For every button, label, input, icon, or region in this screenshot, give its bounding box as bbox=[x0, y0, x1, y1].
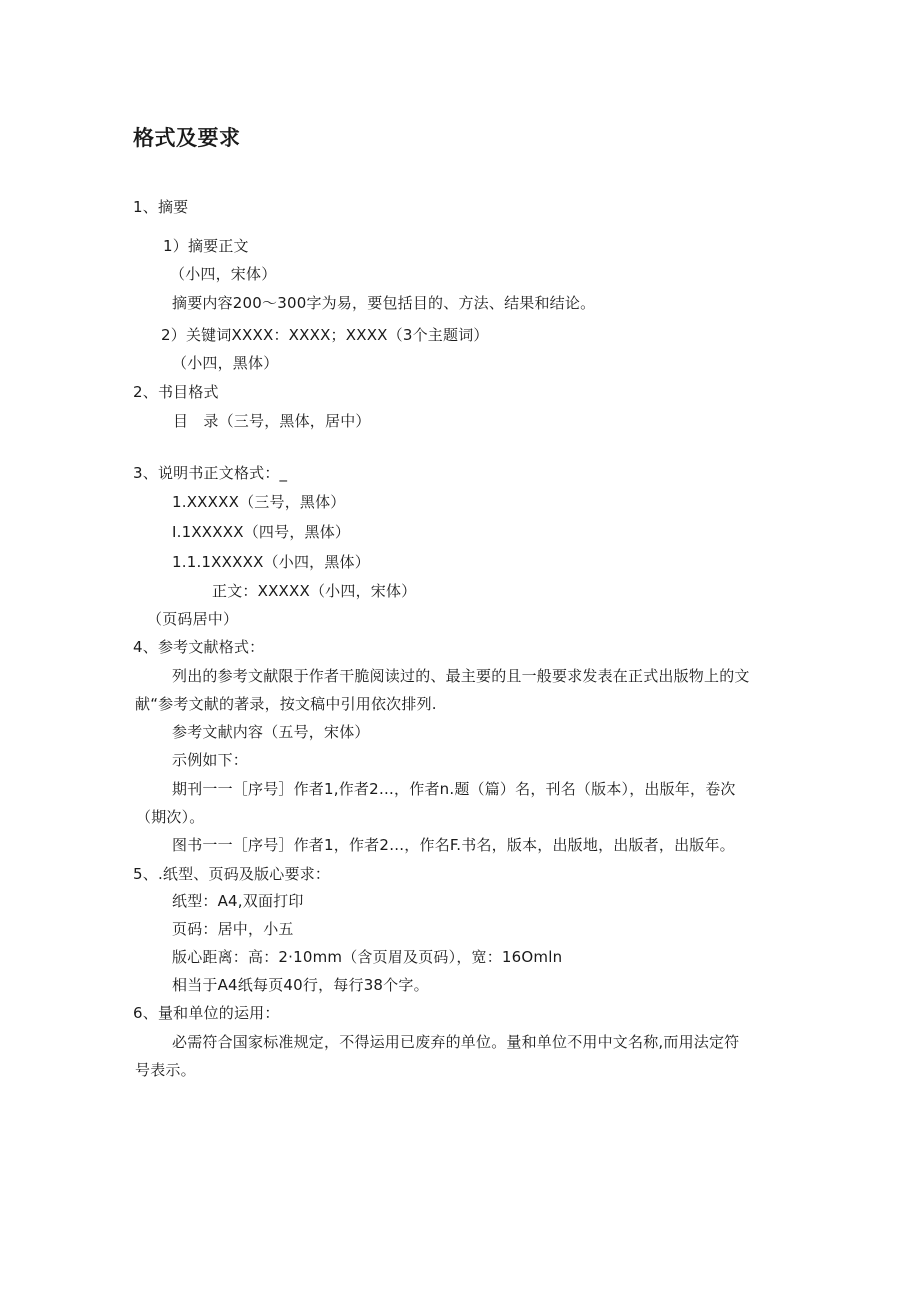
body-text-format: 正文：XXXXX（小四，宋体） bbox=[212, 582, 417, 600]
level3-heading-format: 1.1.1XXXXX（小四，黑体） bbox=[172, 553, 370, 571]
units-description-line1: 必需符合国家标准规定，不得运用已废弃的单位。量和单位不用中文名称,而用法定符 bbox=[172, 1033, 740, 1051]
units-description-line2: 号表示。 bbox=[135, 1061, 196, 1079]
journal-example-line2: （期次）。 bbox=[136, 808, 205, 826]
lines-per-page-line: 相当于A4纸每页40行，每行38个字。 bbox=[172, 976, 429, 994]
toc-format-note: 目 录（三号，黑体，居中） bbox=[173, 412, 371, 430]
abstract-body-item: 1）摘要正文 bbox=[163, 237, 249, 255]
section-heading-references: 4、参考文献格式： bbox=[133, 638, 265, 656]
references-description-line2: 献“参考文献的著录，按文稿中引用依次排列. bbox=[135, 695, 437, 713]
keywords-font-note: （小四，黑体） bbox=[172, 354, 279, 372]
section-heading-units: 6、量和单位的运用： bbox=[133, 1004, 280, 1022]
references-font-note: 参考文献内容（五号，宋体） bbox=[172, 723, 370, 741]
journal-example-line1: 期刊一一［序号］作者1,作者2…，作者n.题（篇）名，刊名（版本），出版年，卷次 bbox=[172, 780, 736, 798]
examples-label: 示例如下： bbox=[172, 751, 249, 769]
section-heading-toc: 2、书目格式 bbox=[133, 383, 219, 401]
text-area-line: 版心距离：高：2·10mm（含页眉及页码），宽：16Omln bbox=[172, 948, 563, 966]
abstract-content-note: 摘要内容200～300字为易，要包括目的、方法、结果和结论。 bbox=[172, 294, 596, 312]
paper-type-line: 纸型：A4,双面打印 bbox=[172, 892, 304, 910]
book-example: 图书一一［序号］作者1，作者2…，作名F.书名，版本，出版地，出版者，出版年。 bbox=[172, 836, 735, 854]
level2-heading-format: I.1XXXXX（四号，黑体） bbox=[172, 523, 351, 541]
section-heading-body-format: 3、说明书正文格式：_ bbox=[133, 464, 288, 482]
references-description-line1: 列出的参考文献限于作者干脆阅读过的、最主要的且一般要求发表在正式出版物上的文 bbox=[172, 667, 750, 685]
page-title: 格式及要求 bbox=[133, 126, 241, 150]
section-heading-paper: 5、.纸型、页码及版心要求： bbox=[133, 865, 331, 883]
page-number-line: 页码：居中，小五 bbox=[172, 920, 294, 938]
abstract-font-note: （小四，宋体） bbox=[170, 265, 277, 283]
section-heading-abstract: 1、摘要 bbox=[133, 198, 189, 216]
page-number-note: （页码居中） bbox=[147, 610, 239, 628]
level1-heading-format: 1.XXXXX（三号，黑体） bbox=[172, 493, 346, 511]
keywords-item: 2）关键词XXXX：XXXX；XXXX（3个主题词） bbox=[161, 326, 489, 344]
